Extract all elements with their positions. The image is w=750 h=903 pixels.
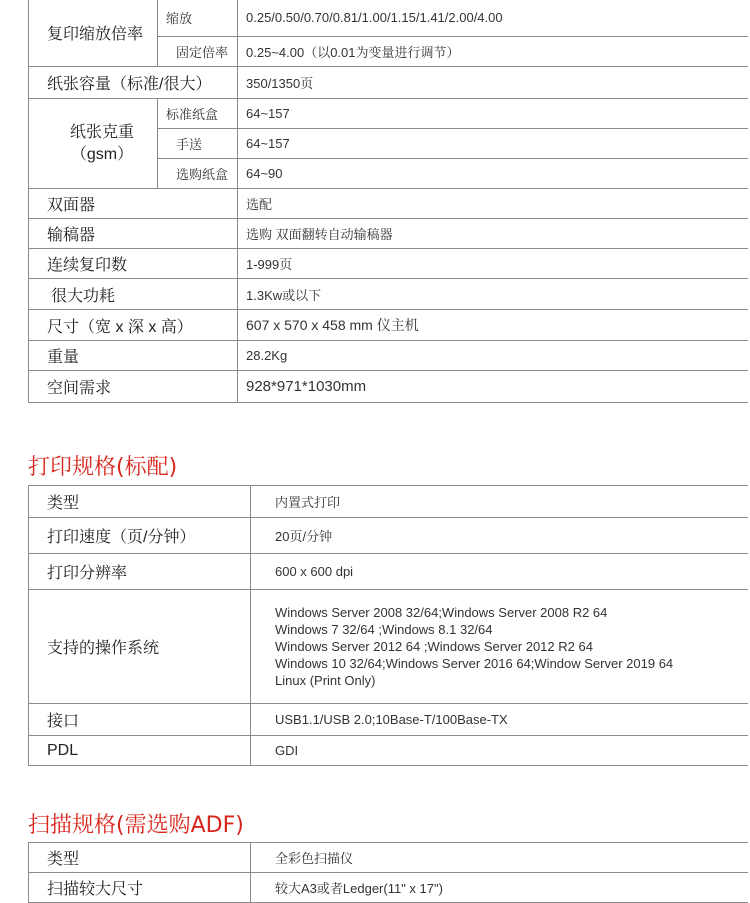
table-row xyxy=(29,554,749,590)
scan-size-label: 扫描较大尺寸 xyxy=(29,873,251,903)
standard-tray-value: 64~157 xyxy=(238,99,749,129)
fixed-ratio-values: 0.25~4.00（以0.01为变量进行调节） xyxy=(238,37,749,67)
continuous-copy-value: 1-999页 xyxy=(238,249,749,279)
print-spec-table xyxy=(28,485,748,766)
table-row xyxy=(29,736,749,766)
optional-tray-label: 选购纸盒 xyxy=(158,159,238,189)
pdl-label: PDL xyxy=(29,736,251,766)
standard-tray-label: 标准纸盒 xyxy=(158,99,238,129)
table-row xyxy=(29,310,749,341)
table-row xyxy=(29,189,749,219)
table-row xyxy=(29,486,749,518)
print-speed-value: 20页/分钟 xyxy=(251,518,749,554)
table-row xyxy=(29,843,749,873)
weight-label: 重量 xyxy=(29,341,238,371)
table-row xyxy=(29,341,749,371)
print-type-value: 内置式打印 xyxy=(251,486,749,518)
paper-weight-label-line1: 纸张克重 xyxy=(69,123,134,141)
dimensions-label: 尺寸（宽 x 深 x 高） xyxy=(29,310,238,341)
zoom-sub-label: 缩放 xyxy=(158,0,238,37)
scan-type-value: 全彩色扫描仪 xyxy=(251,843,749,873)
paper-weight-label xyxy=(29,99,158,189)
print-resolution-value: 600 x 600 dpi xyxy=(251,554,749,590)
interface-value: USB1.1/USB 2.0;10Base-T/100Base-TX xyxy=(251,704,749,736)
adf-value: 选购 双面翻转自动输稿器 xyxy=(238,219,749,249)
space-label: 空间需求 xyxy=(29,371,238,403)
paper-capacity-value: 350/1350页 xyxy=(238,67,749,99)
print-speed-label: 打印速度（页/分钟） xyxy=(29,518,251,554)
scan-spec-table xyxy=(28,842,748,903)
manual-feed-value: 64~157 xyxy=(238,129,749,159)
interface-label: 接口 xyxy=(29,704,251,736)
table-row xyxy=(29,518,749,554)
adf-label: 输稿器 xyxy=(29,219,238,249)
print-resolution-label: 打印分辨率 xyxy=(29,554,251,590)
table-row xyxy=(29,873,749,903)
os-line: Linux (Print Only) xyxy=(275,673,376,688)
table-row xyxy=(29,249,749,279)
paper-capacity-label: 纸张容量（标准/很大） xyxy=(29,67,238,99)
table-row xyxy=(29,99,749,129)
table-row xyxy=(29,371,749,403)
duplex-label: 双面器 xyxy=(29,189,238,219)
scan-section-title: 扫描规格(需选购ADF) xyxy=(28,813,244,838)
os-line: Windows 10 32/64;Windows Server 2016 64;Window Server 2019 64 xyxy=(275,656,674,671)
table-row xyxy=(29,279,749,310)
duplex-value: 选配 xyxy=(238,189,749,219)
copy-spec-table xyxy=(28,0,748,403)
space-value: 928*971*1030mm xyxy=(238,371,749,403)
table-row xyxy=(29,590,749,704)
continuous-copy-label: 连续复印数 xyxy=(29,249,238,279)
os-label: 支持的操作系统 xyxy=(29,590,251,704)
power-label: 很大功耗 xyxy=(29,279,238,310)
table-row xyxy=(29,219,749,249)
os-line: Windows Server 2008 32/64;Windows Server 2008 R2 64 xyxy=(275,605,608,620)
print-type-label: 类型 xyxy=(29,486,251,518)
fixed-ratio-label: 固定倍率 xyxy=(158,37,238,67)
weight-value: 28.2Kg xyxy=(238,341,749,371)
zoom-ratio-label: 复印缩放倍率 xyxy=(29,0,158,67)
manual-feed-label: 手送 xyxy=(158,129,238,159)
scan-size-value: 较大A3或者Ledger(11" x 17") xyxy=(251,873,749,903)
os-list xyxy=(251,590,749,704)
paper-weight-label-line2: （gsm） xyxy=(70,145,134,163)
table-row xyxy=(29,0,749,37)
table-row xyxy=(29,704,749,736)
power-value: 1.3Kw或以下 xyxy=(238,279,749,310)
scan-type-label: 类型 xyxy=(29,843,251,873)
os-line: Windows 7 32/64 ;Windows 8.1 32/64 xyxy=(275,622,493,637)
dimensions-value: 607 x 570 x 458 mm 仪主机 xyxy=(238,310,749,341)
print-section-title: 打印规格(标配) xyxy=(28,455,178,480)
zoom-values: 0.25/0.50/0.70/0.81/1.00/1.15/1.41/2.00/4.00 xyxy=(238,0,749,37)
optional-tray-value: 64~90 xyxy=(238,159,749,189)
os-line: Windows Server 2012 64 ;Windows Server 2012 R2 64 xyxy=(275,639,593,654)
table-row xyxy=(29,67,749,99)
pdl-value: GDI xyxy=(251,736,749,766)
